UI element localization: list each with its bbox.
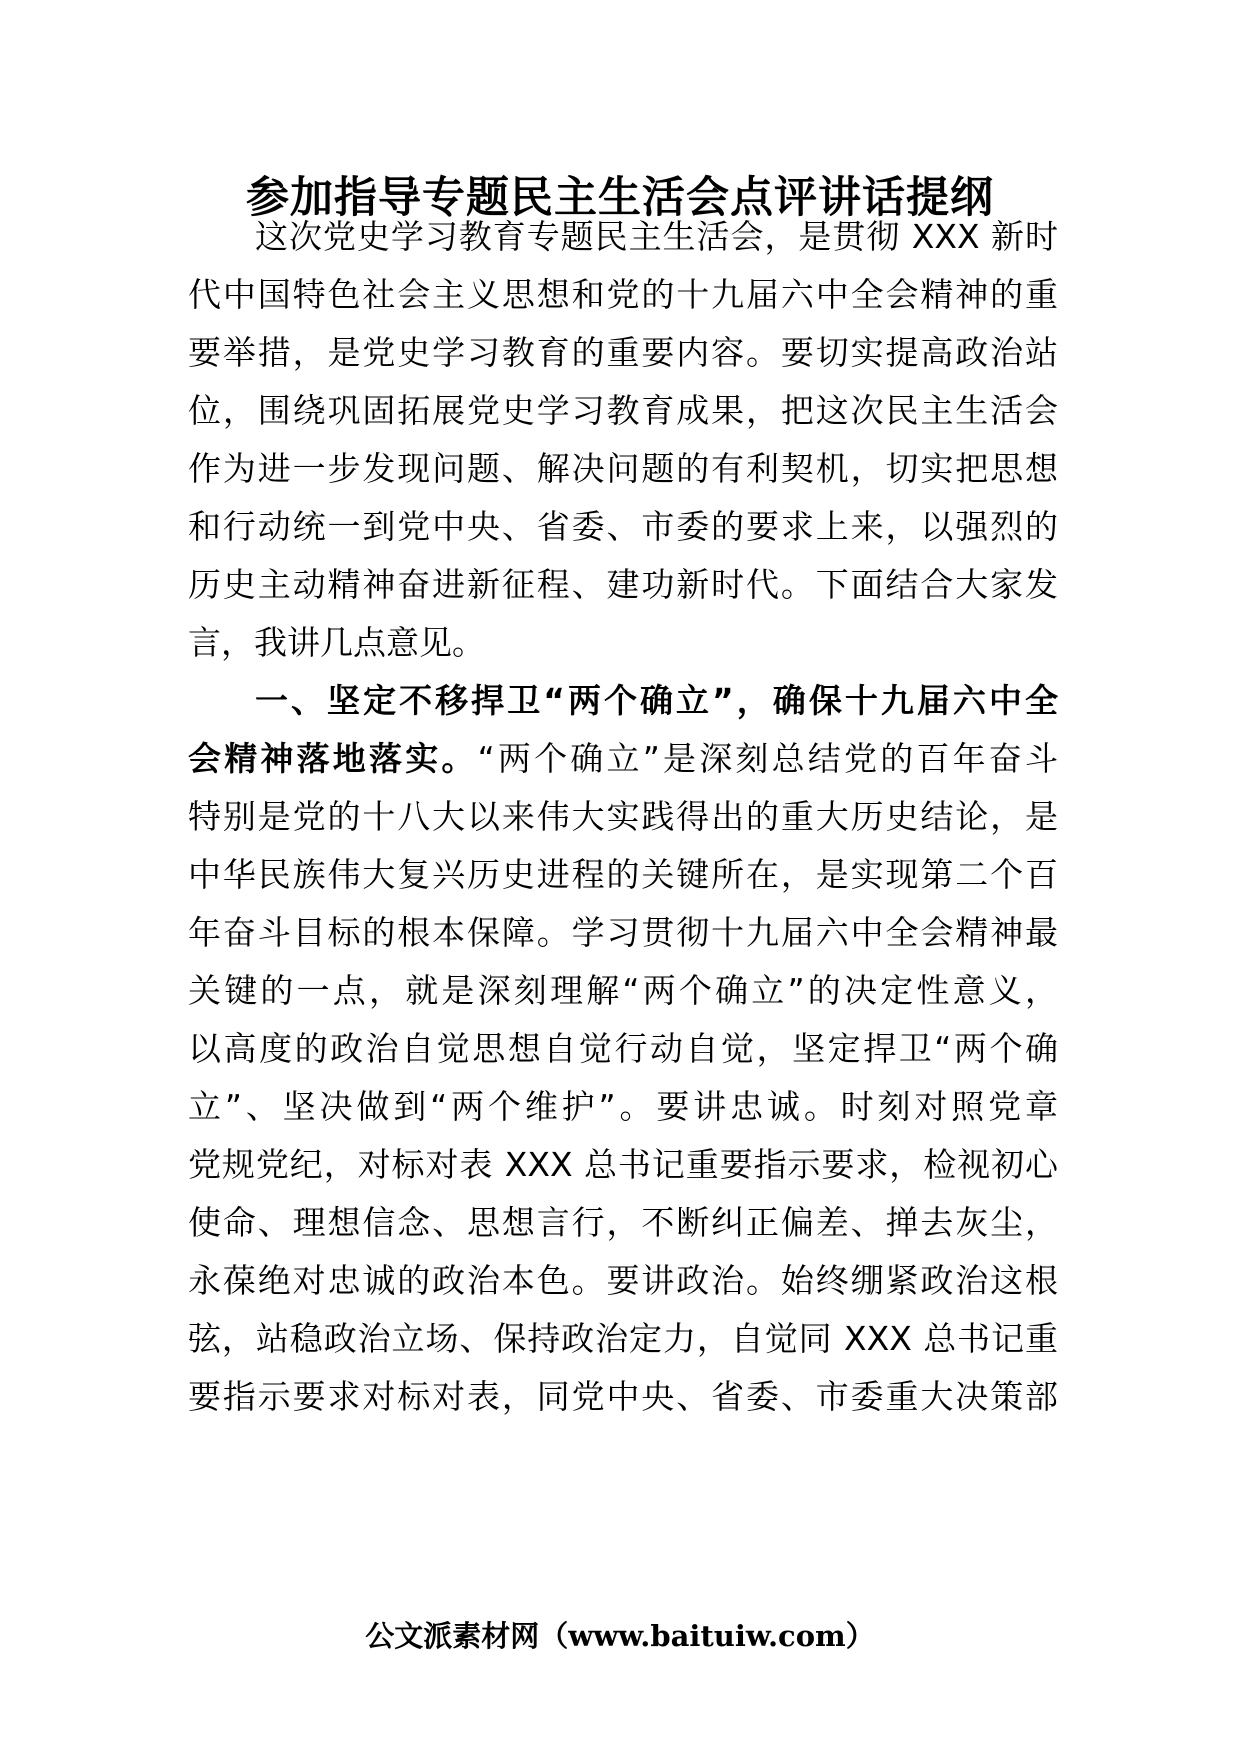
paragraph2-line-9: 使命、理想信念、思想言行，不断纠正偏差、掸去灰尘， (188, 1203, 1058, 1242)
paragraph2-line-11: 弦，站稳政治立场、保持政治定力，自觉同 XXX 总书记重 (188, 1319, 1058, 1358)
paragraph2-line-2: 特别是党的十八大以来伟大实践得出的重大历史结论，是 (188, 797, 1058, 836)
paragraph2-line-8: 党规党纪，对标对表 XXX 总书记重要指示要求，检视初心 (188, 1145, 1058, 1184)
paragraph1-line-1: 这次党史学习教育专题民主生活会，是贯彻 XXX 新时 (255, 217, 1058, 256)
paragraph2-line-6: 以高度的政治自觉思想自觉行动自觉，坚定捍卫“两个确 (188, 1029, 1058, 1068)
footer-watermark: 公文派素材网（www.baituiw.com） (365, 1619, 875, 1653)
paragraph1-line-2: 代中国特色社会主义思想和党的十九届六中全会精神的重 (188, 275, 1058, 314)
paragraph1-line-8: 言，我讲几点意见。 (188, 623, 485, 662)
paragraph2-line-1 (188, 734, 1058, 784)
paragraph1-line-5: 作为进一步发现问题、解决问题的有利契机，切实把思想 (188, 449, 1058, 488)
paragraph1-line-6: 和行动统一到党中央、省委、市委的要求上来，以强烈的 (188, 507, 1058, 546)
paragraph2-line-4: 年奋斗目标的根本保障。学习贯彻十九届六中全会精神最 (188, 913, 1058, 952)
paragraph2-line-7: 立”、坚决做到“两个维护”。要讲忠诚。时刻对照党章 (188, 1087, 1058, 1126)
paragraph2-line-3: 中华民族伟大复兴历史进程的关键所在，是实现第二个百 (188, 855, 1058, 894)
section-heading-1: 一、坚定不移捍卫“两个确立”，确保十九届六中全 (255, 681, 1058, 720)
paragraph1-line-7: 历史主动精神奋进新征程、建功新时代。下面结合大家发 (188, 565, 1058, 604)
section-heading-1-cont: 会精神落地落实。 (188, 739, 478, 778)
paragraph2-line-10: 永葆绝对忠诚的政治本色。要讲政治。始终绷紧政治这根 (188, 1261, 1058, 1300)
paragraph2-line-1-text: “两个确立”是深刻总结党的百年奋斗 (477, 739, 1058, 778)
document-title: 参加指导专题民主生活会点评讲话提纲 (246, 173, 994, 223)
paragraph2-line-5: 关键的一点，就是深刻理解“两个确立”的决定性意义， (188, 971, 1058, 1010)
paragraph1-line-4: 位，围绕巩固拓展党史学习教育成果，把这次民主生活会 (188, 391, 1058, 430)
paragraph1-line-3: 要举措，是党史学习教育的重要内容。要切实提高政治站 (188, 333, 1058, 372)
paragraph2-line-12: 要指示要求对标对表，同党中央、省委、市委重大决策部 (188, 1377, 1058, 1416)
